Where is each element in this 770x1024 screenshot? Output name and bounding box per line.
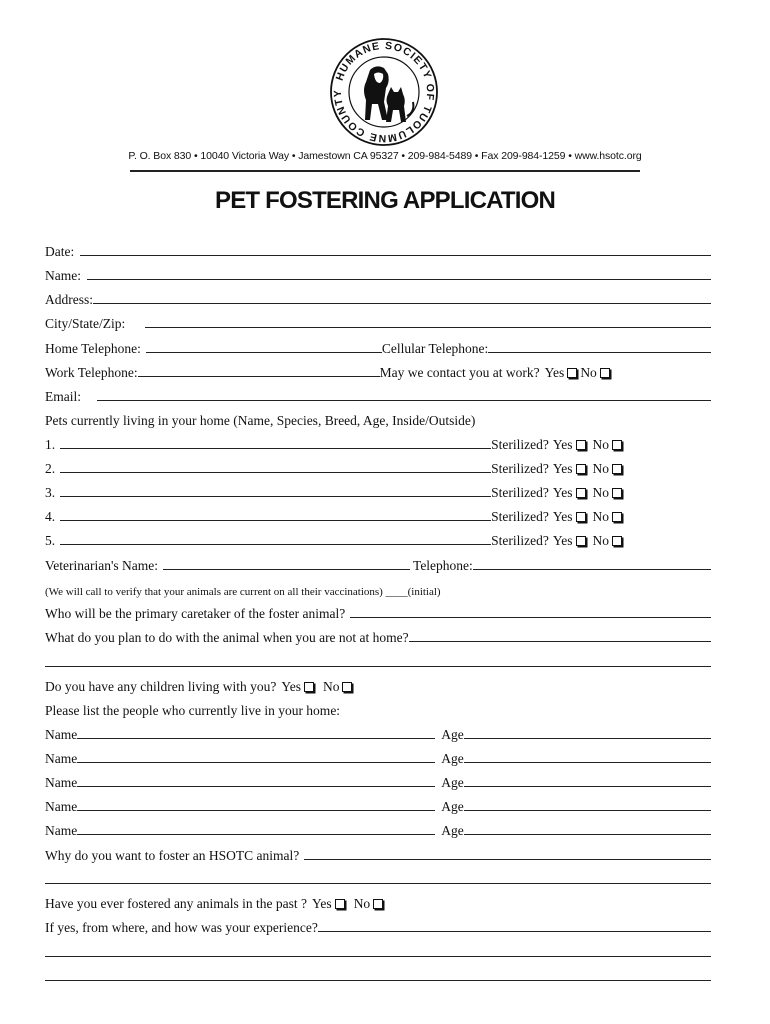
experience-field-2[interactable]: [45, 956, 711, 957]
sterilized-yes-label: Yes: [552, 485, 573, 500]
pet-row: [45, 433, 711, 453]
logo-ring-text: HUMANE SOCIETY OF TUOLUMNE COUNTY: [331, 39, 437, 145]
person-row: [45, 795, 711, 815]
person-age-field[interactable]: [464, 738, 711, 739]
sterilized-no-label: No: [592, 437, 610, 452]
contact-yes-checkbox[interactable]: [567, 368, 577, 378]
pet-field[interactable]: [60, 448, 491, 449]
fostered-before-row: [45, 892, 711, 912]
why-foster-field[interactable]: [304, 859, 711, 860]
sterilized-no-label: No: [592, 461, 610, 476]
city-label: City/State/Zip:: [45, 316, 126, 331]
person-age-label: Age: [441, 751, 464, 766]
not-home-label: What do you plan to do with the animal when you are not at home?: [45, 630, 409, 645]
sterilized-no-label: No: [592, 509, 610, 524]
email-field[interactable]: [97, 400, 711, 401]
person-age-field[interactable]: [464, 834, 711, 835]
sterilized-yes-checkbox[interactable]: [576, 464, 586, 474]
sterilized-label: Sterilized?: [491, 509, 549, 524]
person-age-label: Age: [441, 775, 464, 790]
person-name-label: Name: [45, 799, 78, 814]
sterilized-label: Sterilized?: [491, 437, 549, 452]
person-name-field[interactable]: [77, 810, 435, 811]
experience-row-3: [45, 965, 711, 985]
not-home-row: [45, 626, 711, 646]
pet-row: [45, 481, 711, 501]
city-field[interactable]: [145, 327, 711, 328]
name-label: Name:: [45, 268, 81, 283]
pets-heading-row: [45, 409, 711, 429]
date-row: [45, 240, 711, 260]
children-no-label: No: [322, 679, 340, 694]
sterilized-yes-checkbox[interactable]: [576, 536, 586, 546]
work-phone-row: [45, 361, 711, 381]
person-row: [45, 771, 711, 791]
why-foster-row-2: [45, 868, 711, 888]
person-name-label: Name: [45, 823, 78, 838]
sterilized-yes-checkbox[interactable]: [576, 440, 586, 450]
page-title: PET FOSTERING APPLICATION: [214, 187, 555, 214]
sterilized-no-checkbox[interactable]: [612, 512, 622, 522]
pet-number: 3.: [45, 485, 56, 500]
pet-row: [45, 505, 711, 525]
person-row: [45, 747, 711, 767]
pet-number: 4.: [45, 509, 56, 524]
vet-phone-field[interactable]: [473, 569, 711, 570]
sterilized-no-label: No: [592, 485, 610, 500]
why-foster-row: [45, 844, 711, 864]
organization-address: P. O. Box 830 • 10040 Victoria Way • Jamestown CA 95327 • 209-984-5489 • Fax 209-984-1259 • www.hsotc.org: [128, 150, 642, 162]
address-label: Address:: [45, 292, 93, 307]
fostered-no-checkbox[interactable]: [373, 899, 383, 909]
pet-row: [45, 529, 711, 549]
person-name-field[interactable]: [77, 762, 435, 763]
pet-field[interactable]: [60, 496, 491, 497]
children-yes-label: Yes: [281, 679, 301, 694]
person-age-field[interactable]: [464, 810, 711, 811]
contact-at-work-label: May we contact you at work?: [379, 365, 540, 380]
sterilized-no-checkbox[interactable]: [612, 536, 622, 546]
person-row: [45, 723, 711, 743]
experience-field[interactable]: [318, 931, 711, 932]
address-row: [45, 288, 711, 308]
vet-phone-label: Telephone:: [413, 558, 473, 573]
date-field[interactable]: [80, 255, 711, 256]
experience-row: [45, 916, 711, 936]
name-field[interactable]: [87, 279, 711, 280]
person-age-label: Age: [441, 799, 464, 814]
fostered-no-label: No: [353, 896, 371, 911]
email-row: [45, 385, 711, 405]
sterilized-yes-label: Yes: [552, 437, 573, 452]
person-name-field[interactable]: [77, 786, 435, 787]
people-list-label: Please list the people who currently live in your home:: [45, 703, 341, 718]
person-age-label: Age: [441, 727, 464, 742]
email-label: Email:: [45, 389, 81, 404]
caretaker-row: [45, 602, 711, 622]
children-yes-checkbox[interactable]: [304, 682, 314, 692]
person-name-field[interactable]: [77, 738, 435, 739]
cell-phone-field[interactable]: [488, 352, 711, 353]
pet-row: [45, 457, 711, 477]
children-label: Do you have any children living with you?: [45, 679, 277, 694]
fostered-yes-label: Yes: [312, 896, 332, 911]
contact-no-label: No: [580, 365, 597, 380]
people-list-row: [45, 699, 711, 719]
address-field[interactable]: [93, 303, 711, 304]
home-phone-label: Home Telephone:: [45, 341, 141, 356]
not-home-field-2[interactable]: [45, 666, 711, 667]
work-phone-field[interactable]: [138, 376, 380, 377]
why-foster-label: Why do you want to foster an HSOTC animal?: [45, 848, 300, 863]
sterilized-yes-label: Yes: [552, 509, 573, 524]
phone-row: [45, 337, 711, 357]
why-foster-field-2[interactable]: [45, 883, 711, 884]
pet-number: 1.: [45, 437, 56, 452]
cell-phone-label: Cellular Telephone:: [381, 341, 489, 356]
sterilized-label: Sterilized?: [491, 461, 549, 476]
person-age-field[interactable]: [464, 786, 711, 787]
sterilized-no-checkbox[interactable]: [612, 464, 622, 474]
contact-no-checkbox[interactable]: [600, 368, 610, 378]
sterilized-label: Sterilized?: [491, 533, 549, 548]
experience-label: If yes, from where, and how was your experience?: [45, 920, 318, 935]
person-name-label: Name: [45, 775, 78, 790]
name-row: [45, 264, 711, 284]
fostered-yes-checkbox[interactable]: [335, 899, 345, 909]
sterilized-yes-label: Yes: [552, 461, 573, 476]
person-age-field[interactable]: [464, 762, 711, 763]
children-no-checkbox[interactable]: [342, 682, 352, 692]
vet-row: [45, 554, 711, 574]
pet-number: 5.: [45, 533, 56, 548]
fostered-before-label: Have you ever fostered any animals in the past ?: [45, 896, 308, 911]
vet-name-label: Veterinarian's Name:: [45, 558, 159, 573]
sterilized-yes-checkbox[interactable]: [576, 488, 586, 498]
contact-yes-label: Yes: [544, 365, 565, 380]
caretaker-field[interactable]: [350, 617, 711, 618]
experience-row-2: [45, 941, 711, 961]
vet-name-field[interactable]: [163, 569, 410, 570]
pet-field[interactable]: [60, 544, 491, 545]
city-row: [45, 312, 711, 332]
sterilized-no-label: No: [592, 533, 610, 548]
work-phone-label: Work Telephone:: [45, 365, 138, 380]
person-name-label: Name: [45, 751, 78, 766]
caretaker-label: Who will be the primary caretaker of the foster animal?: [45, 606, 346, 621]
pet-number: 2.: [45, 461, 56, 476]
date-label: Date:: [45, 244, 75, 259]
not-home-row-2: [45, 651, 711, 671]
humane-society-logo: [330, 38, 438, 146]
person-row: [45, 819, 711, 839]
pet-field[interactable]: [60, 520, 491, 521]
vet-note-row: [45, 578, 711, 598]
sterilized-no-checkbox[interactable]: [612, 440, 622, 450]
sterilized-label: Sterilized?: [491, 485, 549, 500]
experience-field-3[interactable]: [45, 980, 711, 981]
person-age-label: Age: [441, 823, 464, 838]
person-name-field[interactable]: [77, 834, 435, 835]
pet-field[interactable]: [60, 472, 491, 473]
sterilized-yes-label: Yes: [552, 533, 573, 548]
person-name-label: Name: [45, 727, 78, 742]
children-row: [45, 675, 711, 695]
vaccination-note: (We will call to verify that your animals are current on all their vaccinations) ____(initial): [45, 586, 441, 598]
header-divider: [130, 170, 640, 172]
sterilized-no-checkbox[interactable]: [612, 488, 622, 498]
sterilized-yes-checkbox[interactable]: [576, 512, 586, 522]
home-phone-field[interactable]: [146, 352, 382, 353]
pets-heading: Pets currently living in your home (Name, Species, Breed, Age, Inside/Outside): [45, 413, 476, 428]
not-home-field[interactable]: [409, 641, 711, 642]
